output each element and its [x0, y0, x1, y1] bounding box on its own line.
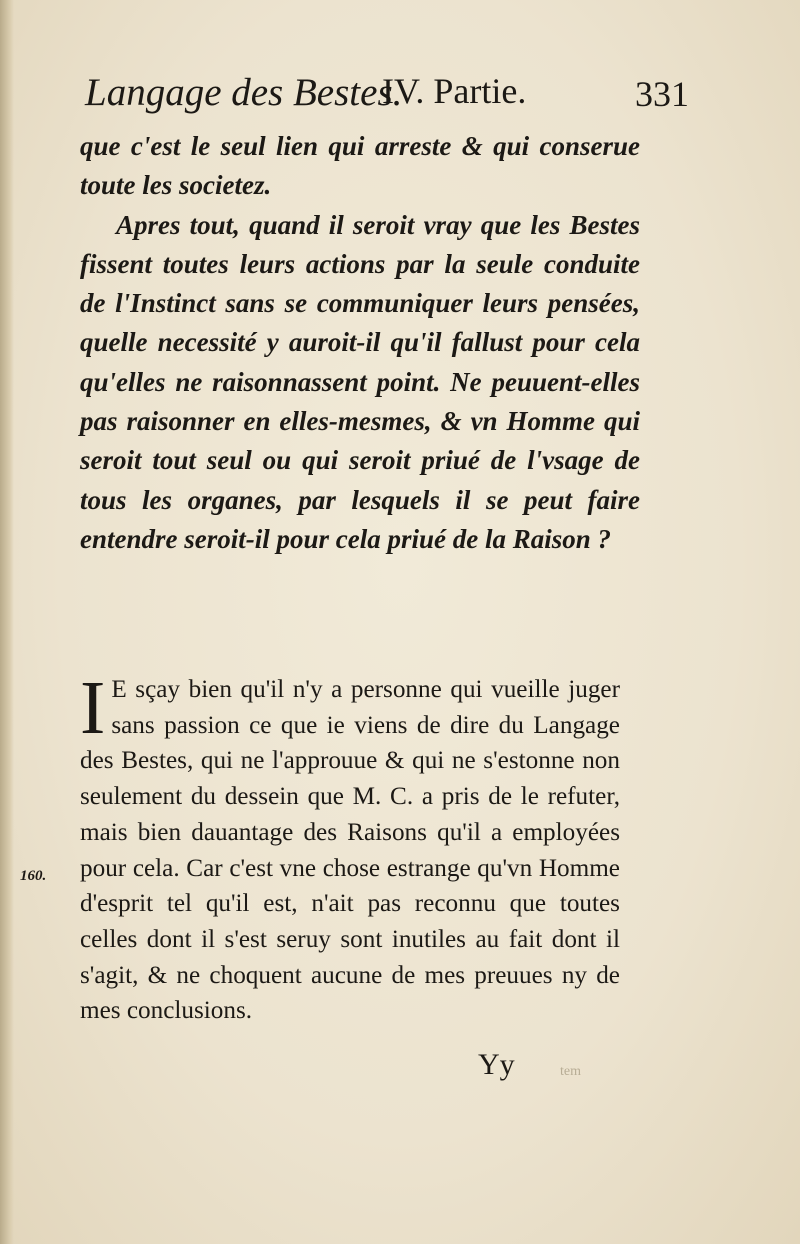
running-header	[85, 70, 745, 120]
page-number: 331	[635, 74, 689, 114]
page-edge	[0, 0, 14, 1244]
drop-cap: I	[80, 666, 106, 750]
italic-text-block	[80, 127, 640, 559]
marginal-note: 160.	[20, 868, 47, 884]
signature-mark: Yy	[478, 1048, 515, 1081]
running-title: Langage des Bestes.	[85, 71, 403, 114]
part-label: IV. Partie.	[382, 71, 527, 111]
roman-text-block	[80, 666, 620, 1029]
italic-paragraph: que c'est le seul lien qui arreste & qui conserue toute les societez.	[80, 131, 640, 201]
roman-paragraph: E sçay bien qu'il n'y a personne qui vueille juger sans passion ce que ie viens de dire du Langage des Bestes, qui ne l'approuue & qui ne s'estonne non seulement du dessein que M. C. a pris de le refuter, mais bien dauantage des Raisons qu'il a employées pour cela. Car c'est vne chose estrange qu'vn Homme d'esprit tel qu'il est, n'ait pas reconnu que toutes celles dont il s'est seruy sont inutiles au fait dont il s'agit, & ne choquent aucune de mes preuues ny de mes conclusions.	[80, 676, 620, 1025]
faint-mark: tem	[560, 1064, 581, 1079]
italic-paragraph: Apres tout, quand il seroit vray que les Bestes fissent toutes leurs actions par la seule conduite de l'Instinct sans se communiquer leurs pensées, quelle necessité y auroit-il qu'il fallust pour cela qu'elles ne raisonnassent point. Ne peuuent-elles pas raisonner en elles-mesmes, & vn Homme qui seroit tout seul ou qui seroit priué de l'vsage de tous les organes, par lesquels il se peut faire entendre seroit-il pour cela priué de la Raison ?	[80, 209, 640, 554]
